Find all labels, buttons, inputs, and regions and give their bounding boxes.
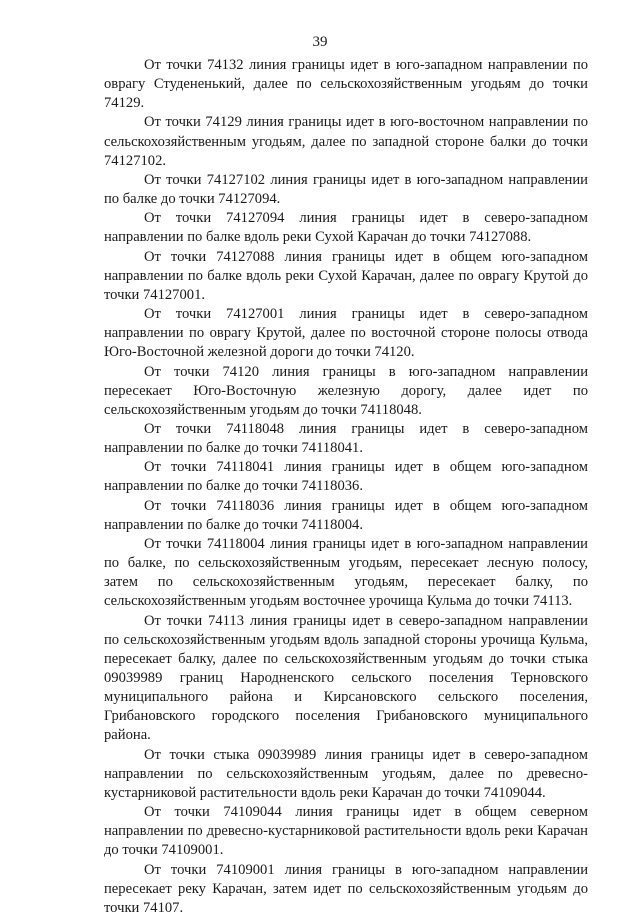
- paragraph: От точки 74127088 линия границы идет в общем юго-западном направлении по балке вдоль реки Сухой Карачан, далее по оврагу Крутой до точки 74127001.: [104, 248, 588, 303]
- paragraph: От точки 74118036 линия границы идет в общем юго-западном направлении по балке до точки 74118004.: [104, 497, 588, 533]
- paragraph: От точки 74132 линия границы идет в юго-западном направлении по оврагу Студененький, далее по сельскохозяйственным угодьям до точки 74129.: [104, 57, 588, 112]
- paragraph: От точки 74129 линия границы идет в юго-восточном направлении по сельскохозяйственным угодьям, далее по западной стороне балки до точки 74127102.: [104, 114, 588, 169]
- paragraph: От точки 74118041 линия границы идет в общем юго-западном направлении по балке до точки 74118036.: [104, 459, 588, 495]
- paragraph: От точки 74118048 линия границы идет в северо-западном направлении по балке до точки 74118041.: [104, 420, 588, 457]
- paragraph: От точки стыка 09039989 линия границы идет в северо-западном направлении по сельскохозяйственным угодьям, далее по древесно-кустарниковой растительности вдоль реки Карачан до точки 74109044.: [104, 746, 588, 801]
- paragraph: От точки 74109044 линия границы идет в общем северном направлении по древесно-кустарниковой растительности вдоль реки Карачан до точки 74109001.: [104, 804, 588, 859]
- paragraph: От точки 74113 линия границы идет в северо-западном направлении по сельскохозяйственным угодьям вдоль западной стороны урочища Кульма, пересекает балку, далее по сельскохозяйственным угодьям до точки стыка 09039989 границ Народненского сельского поселения Терновского муниципального района и Кирсановского сельского поселения, Грибановского городского поселения Грибановского муниципального района.: [104, 612, 588, 744]
- paragraph: От точки 74127102 линия границы идет в юго-западном направлении по балке до точки 74127094.: [104, 171, 588, 208]
- paragraph: От точки 74118004 линия границы идет в юго-западном направлении по балке, по сельскохозяйственным угодьям, пересекает лесную полосу, затем по сельскохозяйственным угодьям, пересекает балку, по сельскохозяйственным угодьям восточнее урочища Кульма до точки 74113.: [104, 535, 588, 610]
- paragraph: От точки 74120 линия границы в юго-западном направлении пересекает Юго-Восточную железную дорогу, далее идет по сельскохозяйственным угодьям до точки 74118048.: [104, 363, 588, 418]
- document-body: [104, 56, 588, 918]
- paragraph: От точки 74109001 линия границы в юго-западном направлении пересекает реку Карачан, затем идет по сельскохозяйственным угодьям до точки 74107.: [104, 861, 588, 916]
- page-number: 39: [312, 34, 328, 50]
- paragraph: От точки 74127094 линия границы идет в северо-западном направлении по балке вдоль реки Сухой Карачан до точки 74127088.: [104, 210, 588, 246]
- paragraph: От точки 74127001 линия границы идет в северо-западном направлении по оврагу Крутой, далее по восточной стороне полосы отвода Юго-Восточной железной дороги до точки 74120.: [104, 306, 588, 361]
